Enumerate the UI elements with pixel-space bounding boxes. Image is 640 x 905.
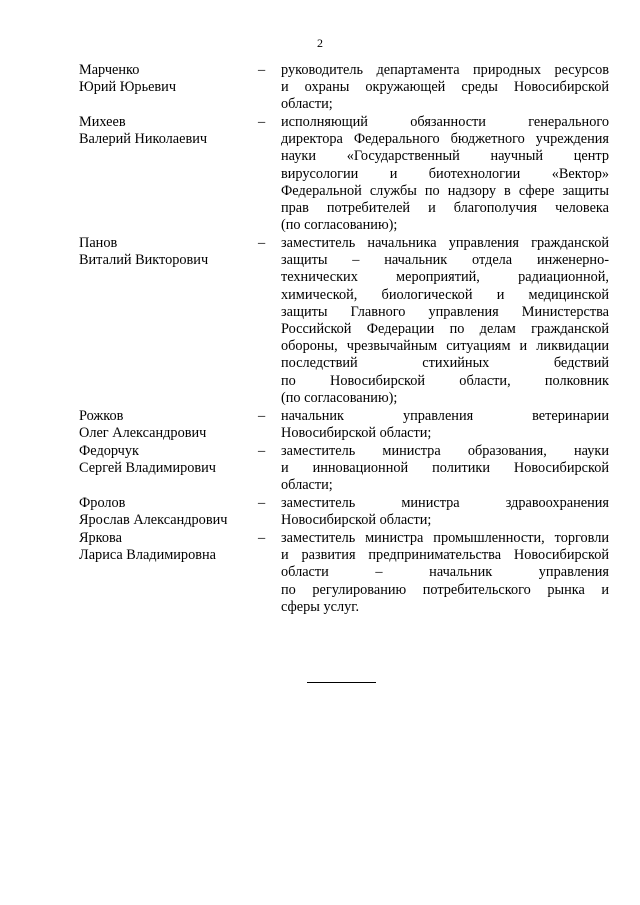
position-line: области; bbox=[281, 96, 333, 113]
member-surname: Михеев bbox=[79, 114, 126, 130]
member-given-names: Ярослав Александрович bbox=[79, 512, 228, 529]
member-position bbox=[281, 62, 609, 114]
position-line: химической, биологической и медицинской bbox=[281, 286, 609, 303]
member-name bbox=[79, 114, 207, 148]
member-name bbox=[79, 495, 227, 529]
member-dash: – bbox=[258, 62, 266, 78]
member-name bbox=[79, 62, 176, 96]
position-line: (по согласованию); bbox=[281, 389, 398, 406]
member-given-names: Лариса Владимировна bbox=[79, 547, 216, 564]
position-line: прав потребителей и благополучия человека bbox=[281, 200, 609, 217]
position-line: начальник управления ветеринарии bbox=[281, 408, 609, 424]
member-position bbox=[281, 530, 609, 616]
position-line: обороны, чрезвычайным ситуациям и ликвидации bbox=[281, 338, 609, 355]
closing-line bbox=[307, 682, 376, 683]
position-line: защиты Главного управления Министерства bbox=[281, 303, 609, 320]
member-dash: – bbox=[258, 235, 266, 251]
member-surname: Марченко bbox=[79, 62, 140, 78]
position-line: исполняющий обязанности генерального bbox=[281, 114, 609, 130]
member-surname: Яркова bbox=[79, 530, 122, 546]
position-line: Российской Федерации по делам гражданской bbox=[281, 321, 609, 338]
member-name bbox=[79, 235, 208, 269]
member-position bbox=[281, 235, 609, 407]
position-line: области; bbox=[281, 477, 333, 494]
position-line: защиты – начальник отдела инженерно- bbox=[281, 252, 609, 269]
member-surname: Рожков bbox=[79, 408, 124, 424]
position-line: (по согласованию); bbox=[281, 217, 398, 234]
member-position bbox=[281, 114, 609, 234]
position-line: технических мероприятий, радиационной, bbox=[281, 269, 609, 286]
position-line: последствий стихийных бедствий bbox=[281, 355, 609, 372]
member-surname: Фролов bbox=[79, 495, 126, 511]
member-position bbox=[281, 495, 609, 529]
member-name bbox=[79, 530, 216, 564]
member-dash: – bbox=[258, 530, 266, 546]
position-line: Новосибирской области; bbox=[281, 425, 432, 442]
member-name bbox=[79, 408, 206, 442]
member-given-names: Виталий Викторович bbox=[79, 252, 209, 269]
member-name bbox=[79, 443, 216, 477]
position-line: и развития предпринимательства Новосибирской bbox=[281, 547, 609, 564]
position-line: и инновационной политики Новосибирской bbox=[281, 460, 609, 477]
member-given-names: Валерий Николаевич bbox=[79, 131, 208, 148]
position-line: директора Федерального бюджетного учреждения bbox=[281, 131, 609, 148]
position-line: по регулированию потребительского рынка и bbox=[281, 581, 609, 598]
member-dash: – bbox=[258, 408, 266, 424]
member-surname: Панов bbox=[79, 235, 118, 251]
position-line: по Новосибирской области, полковник bbox=[281, 372, 609, 389]
member-position bbox=[281, 443, 609, 495]
member-dash: – bbox=[258, 114, 266, 130]
position-line: и охраны окружающей среды Новосибирской bbox=[281, 79, 609, 96]
position-line: вирусологии и биотехнологии «Вектор» bbox=[281, 165, 609, 182]
member-dash: – bbox=[258, 495, 266, 511]
member-given-names: Юрий Юрьевич bbox=[79, 79, 177, 96]
member-position bbox=[281, 408, 609, 442]
position-line: науки «Государственный научный центр bbox=[281, 148, 609, 165]
member-given-names: Олег Александрович bbox=[79, 425, 207, 442]
position-line: заместитель министра образования, науки bbox=[281, 443, 609, 459]
position-line: Федеральной службы по надзору в сфере защиты bbox=[281, 182, 609, 199]
page-number: 2 bbox=[317, 36, 323, 50]
position-line: заместитель начальника управления гражданской bbox=[281, 235, 609, 251]
position-line: заместитель министра промышленности, торговли bbox=[281, 530, 609, 546]
position-line: руководитель департамента природных ресурсов bbox=[281, 62, 609, 78]
position-line: сферы услуг. bbox=[281, 598, 360, 615]
member-surname: Федорчук bbox=[79, 443, 139, 459]
position-line: Новосибирской области; bbox=[281, 512, 432, 529]
position-line: заместитель министра здравоохранения bbox=[281, 495, 609, 511]
member-dash: – bbox=[258, 443, 266, 459]
member-given-names: Сергей Владимирович bbox=[79, 460, 216, 477]
position-line: области – начальник управления bbox=[281, 564, 609, 581]
